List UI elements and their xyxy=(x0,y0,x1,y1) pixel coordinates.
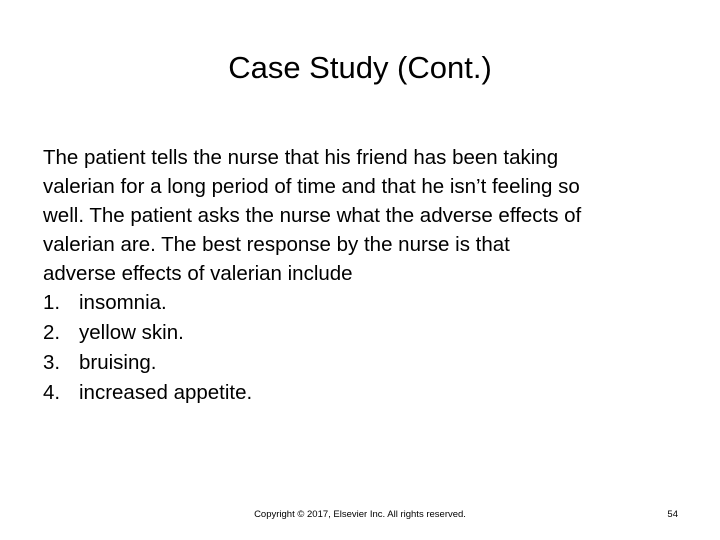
question-line: well. The patient asks the nurse what the adverse effects of xyxy=(43,204,582,227)
question-line: valerian are. The best response by the nurse is that xyxy=(43,233,510,256)
page-number: 54 xyxy=(667,509,678,520)
slide-title: Case Study (Cont.) xyxy=(228,50,492,85)
option-text: increased appetite. xyxy=(79,381,253,404)
option-number: 1. xyxy=(43,291,61,314)
answer-options xyxy=(43,288,683,408)
answer-option-2 xyxy=(43,318,683,348)
case-study-question xyxy=(43,143,683,288)
option-number: 2. xyxy=(43,321,61,344)
question-line: valerian for a long period of time and that he isn’t feeling so xyxy=(43,175,580,198)
question-line: adverse effects of valerian include xyxy=(43,262,353,285)
answer-option-4 xyxy=(43,378,683,408)
option-number: 3. xyxy=(43,351,61,374)
question-line: The patient tells the nurse that his friend has been taking xyxy=(43,146,559,169)
option-text: bruising. xyxy=(79,351,157,374)
option-text: yellow skin. xyxy=(79,321,184,344)
option-number: 4. xyxy=(43,381,61,404)
answer-option-1 xyxy=(43,288,683,318)
option-text: insomnia. xyxy=(79,291,167,314)
answer-option-3 xyxy=(43,348,683,378)
copyright-footer: Copyright © 2017, Elsevier Inc. All rights reserved. xyxy=(254,509,466,520)
